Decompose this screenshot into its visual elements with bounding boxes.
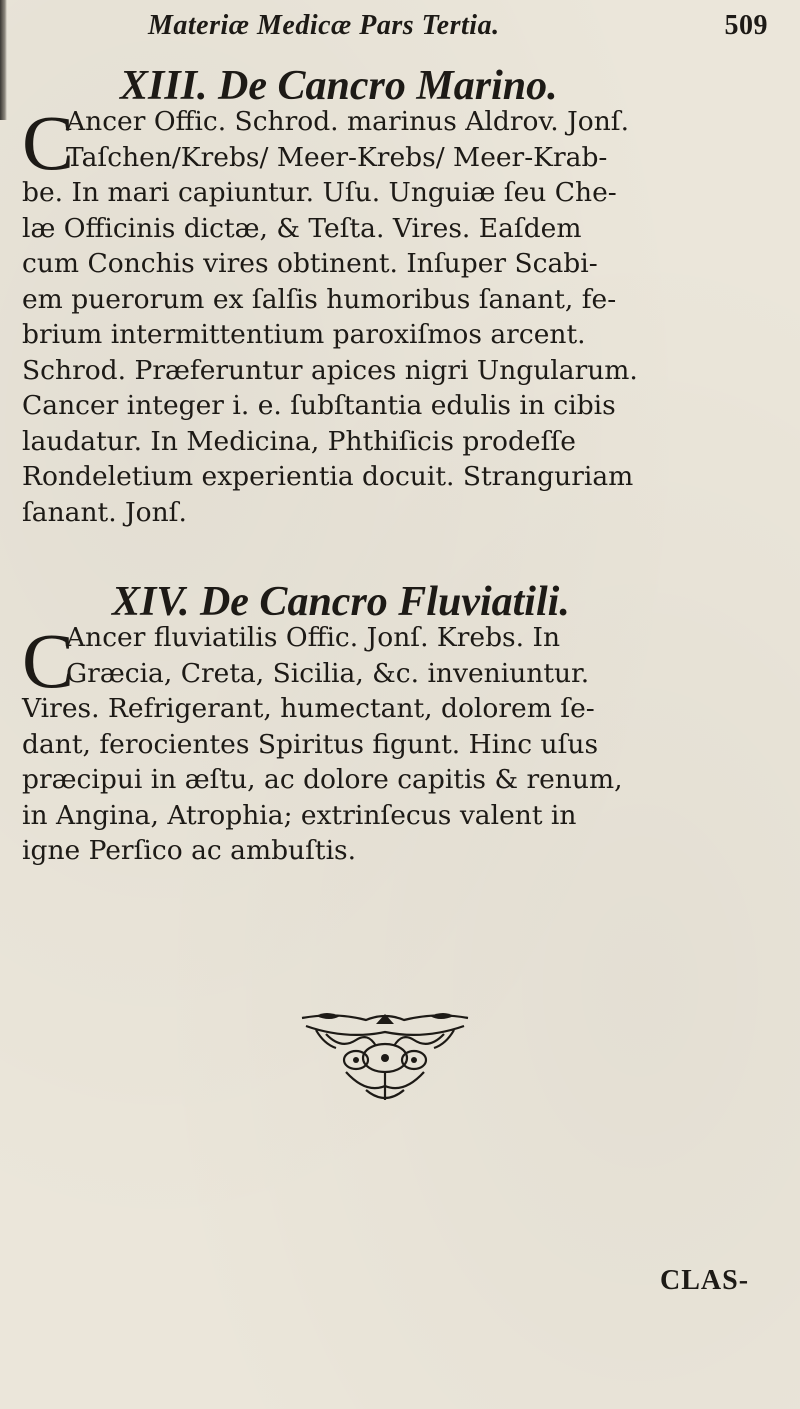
text-line: in Angina, Atrophia; extrinſecus valent in bbox=[22, 799, 577, 831]
drop-cap: C bbox=[22, 99, 75, 186]
text-line: be. In mari capiuntur. Uſu. Unguiæ ſeu Che- bbox=[22, 177, 617, 208]
text-line: em puerorum ex ſalſis humoribus ſanant, fe- bbox=[22, 283, 617, 315]
text-line: Ancer Offic. Schrod. marinus Aldrov. Jonſ. bbox=[66, 106, 630, 137]
section-heading-fluviatili: XIV. De Cancro Fluviatili. bbox=[112, 579, 570, 625]
catchword: CLAS- bbox=[660, 1265, 750, 1296]
text-line: igne Perſico ac ambuſtis. bbox=[22, 835, 357, 866]
paragraph-cancer-fluviatilis bbox=[22, 617, 792, 869]
paragraph-cancer-marinus bbox=[22, 99, 792, 530]
floral-tailpiece-icon bbox=[296, 1010, 474, 1106]
text-line: Taſchen/Krebs/ Meer-Krebs/ Meer-Krab- bbox=[66, 141, 608, 173]
text-line: præcipui in æſtu, ac dolore capitis & renum, bbox=[22, 764, 623, 795]
text-line: Schrod. Præferuntur apices nigri Ungularum. bbox=[22, 354, 638, 386]
text-line: Vires. Refrigerant, humectant, dolorem ſe- bbox=[22, 693, 595, 724]
text-line: Cancer integer i. e. ſubſtantia edulis in cibis bbox=[22, 390, 616, 421]
drop-cap: C bbox=[22, 617, 75, 704]
text-line: laudatur. In Medicina, Phthiſicis prodeſſe bbox=[22, 425, 576, 457]
text-line: ſanant. Jonſ. bbox=[22, 496, 187, 528]
page-edge-shadow bbox=[0, 0, 7, 120]
text-line: cum Conchis vires obtinent. Inſuper Scabi- bbox=[22, 248, 598, 279]
text-line: Rondeletium experientia docuit. Stranguriam bbox=[22, 461, 634, 492]
text-line: brium intermittentium paroxiſmos arcent. bbox=[22, 319, 586, 350]
section-heading-marino: XIII. De Cancro Marino. bbox=[120, 63, 558, 109]
text-line: læ Officinis dictæ, & Teſta. Vires. Eaſdem bbox=[22, 212, 582, 244]
text-line: dant, ferocientes Spiritus figunt. Hinc uſus bbox=[22, 728, 599, 760]
page-number: 509 bbox=[724, 10, 768, 41]
running-head bbox=[148, 10, 768, 50]
running-title: Materiæ Medicæ Pars Tertia. bbox=[148, 10, 500, 41]
text-line: Græcia, Creta, Sicilia, &c. inveniuntur. bbox=[66, 657, 590, 689]
text-line: Ancer fluviatilis Offic. Jonſ. Krebs. In bbox=[66, 622, 561, 653]
